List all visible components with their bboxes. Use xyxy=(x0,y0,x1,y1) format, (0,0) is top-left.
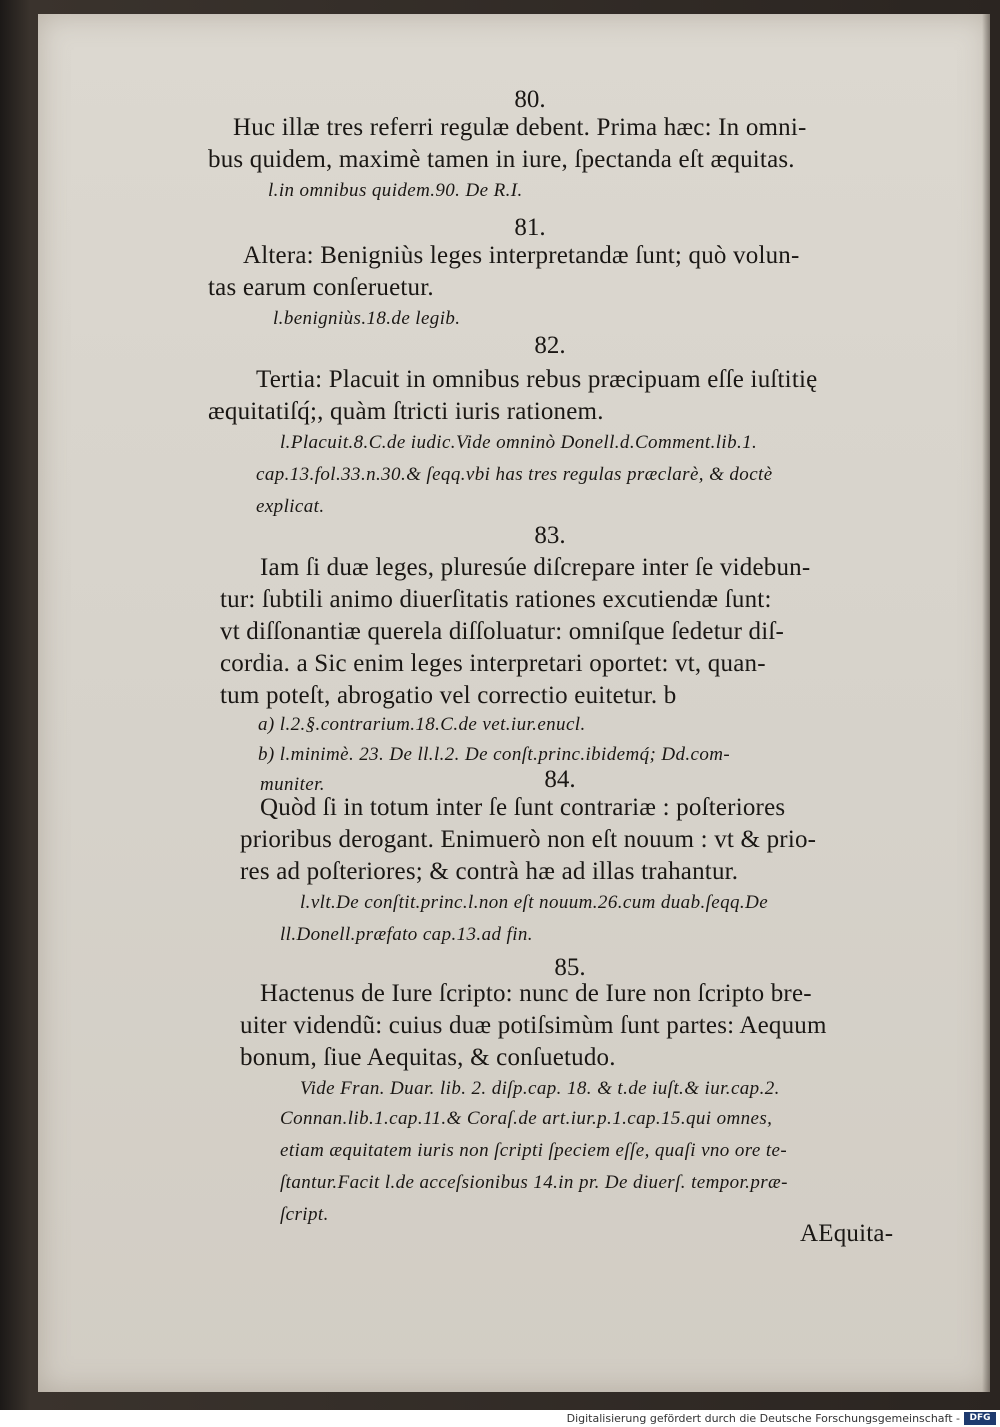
section-number-82: 82. xyxy=(534,332,566,359)
text-line: Iam ſi duæ leges, pluresúe diſcrepare inter ſe videbun- xyxy=(260,554,811,581)
reference-note: Connan.lib.1.cap.11.& Coraſ.de art.iur.p.1.cap.15.qui omnes, xyxy=(280,1108,773,1129)
dfg-logo: DFG xyxy=(964,1412,996,1425)
text-line: res ad poſteriores; & contrà hæ ad illas trahantur. xyxy=(240,858,739,885)
text-line: Altera: Benigniùs leges interpretandæ ſunt; quò volun- xyxy=(243,242,800,269)
text-line: Tertia: Placuit in omnibus rebus præcipuam eſſe iuſtitię xyxy=(256,366,818,393)
section-number-84: 84. xyxy=(544,766,576,793)
reference-note: etiam æquitatem iuris non ſcripti ſpeciem eſſe, quaſi vno ore te- xyxy=(280,1140,788,1161)
text-line: tas earum conſeruetur. xyxy=(208,274,434,301)
reference-note: l.vlt.De conſtit.princ.l.non eſt nouum.26.cum duab.ſeqq.De xyxy=(300,892,769,913)
section-number-80: 80. xyxy=(514,86,546,113)
text-line: bonum, ſiue Aequitas, & conſuetudo. xyxy=(240,1044,616,1071)
text-line: Huc illæ tres referri regulæ debent. Prima hæc: In omni- xyxy=(233,114,807,141)
text-line: uiter videndũ: cuius duæ potiſsimùm ſunt partes: Aequum xyxy=(240,1012,827,1039)
text-line: prioribus derogant. Enimuerò non eſt nouum : vt & prio- xyxy=(240,826,817,853)
text-line: bus quidem, maximè tamen in iure, ſpectanda eſt æquitas. xyxy=(208,146,795,173)
reference-note: ſtantur.Facit l.de acceſsionibus 14.in pr. De diuerſ. tempor.præ- xyxy=(280,1172,788,1193)
reference-note: cap.13.fol.33.n.30.& ſeqq.vbi has tres regulas præclarè, & doctè xyxy=(256,464,773,485)
text-line: Hactenus de Iure ſcripto: nunc de Iure non ſcripto bre- xyxy=(260,980,812,1007)
reference-note: l.benigniùs.18.de legib. xyxy=(273,308,461,329)
catchword: AEquita- xyxy=(800,1220,894,1247)
reference-note: Vide Fran. Duar. lib. 2. diſp.cap. 18. & t.de iuſt.& iur.cap.2. xyxy=(300,1078,780,1099)
text-line: Quòd ſi in totum inter ſe ſunt contrariæ : poſteriores xyxy=(260,794,786,821)
digitization-footer xyxy=(0,1410,1000,1427)
text-line: æquitatiſq́;, quàm ſtricti iuris rationem. xyxy=(208,398,604,425)
reference-note: ll.Donell.præfato cap.13.ad fin. xyxy=(280,924,533,945)
reference-note: l.in omnibus quidem.90. De R.I. xyxy=(268,180,523,201)
text-line: tur: ſubtili animo diuerſitatis rationes excutiendæ ſunt: xyxy=(220,586,772,613)
page-edge-shadow xyxy=(982,14,990,1392)
text-line: tum poteſt, abrogatio vel correctio euitetur. b xyxy=(220,682,677,709)
reference-note: a) l.2.§.contrarium.18.C.de vet.iur.enucl. xyxy=(258,714,586,735)
reference-note: ſcript. xyxy=(280,1204,329,1225)
text-line: cordia. a Sic enim leges interpretari oportet: vt, quan- xyxy=(220,650,766,677)
reference-note: b) l.minimè. 23. De ll.l.2. De conſt.princ.ibidemq́; Dd.com- xyxy=(258,744,731,765)
reference-note: explicat. xyxy=(256,496,325,517)
reference-note: l.Placuit.8.C.de iudic.Vide omninò Donell.d.Comment.lib.1. xyxy=(280,432,758,453)
section-number-81: 81. xyxy=(514,214,546,241)
section-number-85: 85. xyxy=(554,954,586,981)
footer-credit: Digitalisierung gefördert durch die Deutsche Forschungsgemeinschaft - xyxy=(566,1412,960,1425)
book-page xyxy=(38,14,990,1392)
text-line: vt diſſonantiæ querela diſſoluatur: omniſque ſedetur diſ- xyxy=(220,618,785,645)
section-number-83: 83. xyxy=(534,522,566,549)
reference-note: muniter. xyxy=(260,774,325,795)
